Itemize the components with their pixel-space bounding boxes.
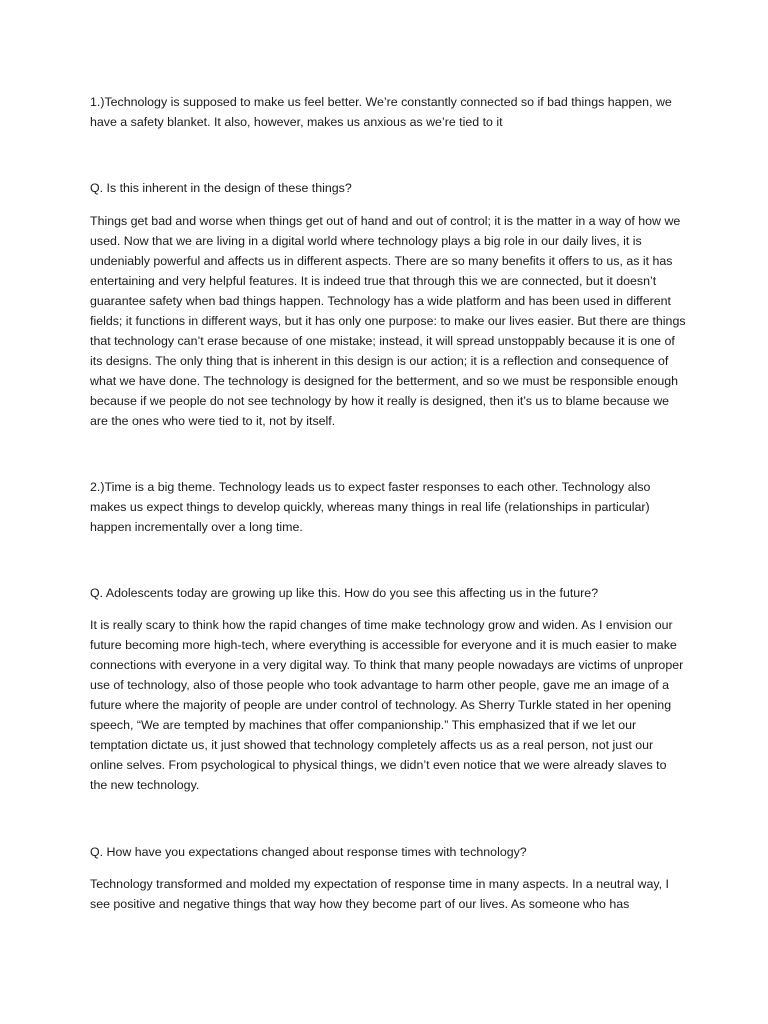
question-2: Q. Adolescents today are growing up like this. How do you see this affecting us in the future? — [90, 586, 599, 600]
question-3: Q. How have you expectations changed about response times with technology? — [90, 845, 527, 859]
answer-3: Technology transformed and molded my expectation of response time in many aspects. In a neutral way, I see positive and negative things that way how they become part of our lives. As someone who has — [90, 877, 669, 911]
prompt-paragraph-2: 2.)Time is a big theme. Technology leads us to expect faster responses to each other. Technology also makes us expect things to develop quickly, whereas many things in real life (relationships in particular) happen incrementally over a long time. — [90, 480, 651, 534]
answer-1: Things get bad and worse when things get out of hand and out of control; it is the matter in a way of how we used. Now that we are living in a digital world where technology plays a big role in our daily lives, it is undeniably powerful and affects us in different aspects. There are so many benefits it offers to us, as it has entertaining and very helpful features. It is indeed true that through this we are connected, but it doesn’t guarantee safety when bad things happen. Technology has a wide platform and has been used in different fields; it functions in different ways, but it has only one purpose: to make our lives easier. But there are things that technology can’t erase because of one mistake; instead, it will spread unstoppably because it is one of its designs. The only thing that is inherent in this design is our action; it is a reflection and consequence of what we have done. The technology is designed for the betterment, and so we must be responsible enough because if we people do not see technology by how it really is designed, then it’s us to blame because we are the ones who were tied to it, not by itself. — [90, 214, 686, 428]
question-1: Q. Is this inherent in the design of these things? — [90, 181, 352, 195]
prompt-paragraph-1: 1.)Technology is supposed to make us feel better. We’re constantly connected so if bad things happen, we have a safety blanket. It also, however, makes us anxious as we’re tied to it — [90, 95, 672, 129]
answer-2: It is really scary to think how the rapid changes of time make technology grow and widen. As I envision our future becoming more high-tech, where everything is accessible for everyone and it is much easier to make connections with everyone in a very digital way. To think that many people nowadays are victims of unproper use of technology, also of those people who took advantage to harm other people, gave me an image of a future where the majority of people are under control of technology. As Sherry Turkle stated in her opening speech, “We are tempted by machines that offer companionship.” This emphasized that if we let our temptation dictate us, it just showed that technology completely affects us as a real person, not just our online selves. From psychological to physical things, we didn’t even notice that we were already slaves to the new technology. — [90, 618, 684, 792]
